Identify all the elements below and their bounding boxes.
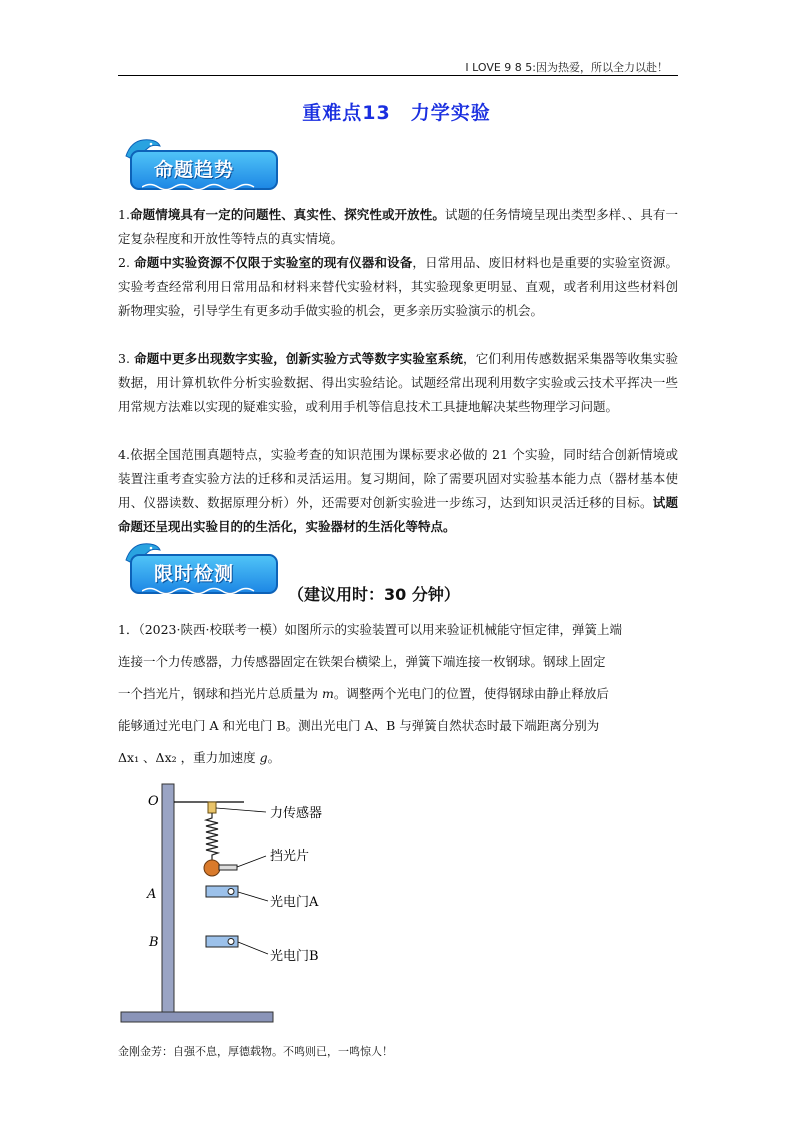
trend-paragraph-1 <box>118 203 678 251</box>
q1-line-3 <box>118 678 678 710</box>
q1-line-4: 能够通过光电门 A 和光电门 B。测出光电门 A、B 与弹簧自然状态时最下端距离分别为 <box>118 718 600 733</box>
label-force-sensor: 力传感器 <box>270 806 323 821</box>
label-a: A <box>147 887 157 902</box>
header-divider <box>118 75 678 76</box>
experiment-figure <box>118 778 358 1028</box>
trend-p2-bold: 命题中实验资源不仅限于实验室的现有仪器和设备 <box>134 255 413 270</box>
page-title: 重难点13 力学实验 <box>302 102 491 124</box>
trend-p3-bold: 命题中更多出现数字实验，创新实验方式等数字实验室系统 <box>134 351 464 366</box>
test-banner <box>120 540 285 600</box>
label-o: O <box>148 794 159 809</box>
wave-icon <box>142 586 262 596</box>
q1-line-5 <box>118 742 678 774</box>
trend-p3-text: ，它们利用传感数据采集器等收集实验数据，用计算机软件分析实验数据、得出实验结论。试题经常出现利用数字实验或云技术平挥决一些用常规方法难以实现的疑难实验，或利用手机等信息技术工具捷地解决某些物理学习问题。 <box>118 351 678 414</box>
q1-line-3a: 一个挡光片，钢球和挡光片总质量为 <box>118 686 322 701</box>
header-motto: I LOVE 9 8 5:因为热爱，所以全力以赴！ <box>465 61 668 74</box>
q1-line-5b: 。 <box>267 750 281 765</box>
trend-p4-bold-end: 试题命题还呈现出实验目的的生活化，实验器材的生活化等特点。 <box>118 495 678 534</box>
trend-p2-prefix: 2. <box>118 255 135 270</box>
trend-p1-text: 试题的任务情境呈现出类型多样、、具有一定复杂程度和开放性等特点的真实情境。 <box>118 207 678 246</box>
spring <box>206 813 218 860</box>
trend-p4-text: 4.依据全国范围真题特点，实验考查的知识范围为课标要求必做的 21 个实验，同时结合创新情境或装置注重考查实验方法的迁移和灵活运用。复习期间，除了需要巩固对实验基本能力点（器材基本使用、仪器读数、数据原理分析）外，还需要对创新实验进一步练习，达到知识灵活迁移的目标。 <box>118 447 678 510</box>
trend-paragraph-2 <box>118 251 678 323</box>
label-gate-b: 光电门B <box>270 949 319 964</box>
trend-p1-bold: 命题情境具有一定的问题性、真实性、探究性或开放性。 <box>129 207 445 222</box>
trend-p2-text: ，日常用品、废旧材料也是重要的实验室资源。实验考查经常利用日常用品和材料来替代实验材料，其实验现象更明显、直观，或者利用这些材料创新物理实验，引导学生有更多动手做实验的机会，更多亲历实验演示的机会。 <box>118 255 678 318</box>
label-gate-a: 光电门A <box>270 895 319 910</box>
trend-banner <box>120 136 285 196</box>
test-banner-label: 限时检测 <box>154 563 235 585</box>
wave-icon <box>142 182 262 192</box>
q1-line-2: 连接一个力传感器，力传感器固定在铁架台横梁上，弹簧下端连接一枚钢球。钢球上固定 <box>118 654 606 669</box>
trend-p3-prefix: 3. <box>118 351 135 366</box>
q1-gravity-symbol: g <box>259 750 268 765</box>
q1-mass-symbol: m <box>321 686 334 701</box>
shutter-plate <box>219 865 237 870</box>
label-b: B <box>149 935 159 950</box>
steel-ball <box>204 860 220 876</box>
stand-rod <box>162 784 174 1012</box>
footer-motto: 金刚金芳：自强不息，厚德载物。不鸣则已，一鸣惊人！ <box>118 1045 393 1058</box>
trend-paragraph-4 <box>118 443 678 539</box>
trend-p1-prefix: 1. <box>118 207 130 222</box>
q1-line-5a: Δx₁ 、Δx₂ ，重力加速度 <box>118 750 260 765</box>
trend-paragraph-3 <box>118 347 678 419</box>
label-shutter: 挡光片 <box>270 849 310 864</box>
trend-banner-label: 命题趋势 <box>154 159 235 181</box>
question-1 <box>118 614 678 774</box>
q1-line-3b: 。调整两个光电门的位置，使得钢球由静止释放后 <box>333 686 609 701</box>
force-sensor <box>208 802 216 813</box>
suggested-time: （建议用时：30 分钟） <box>288 585 460 604</box>
q1-line-1: 1．（2023·陕西·校联考一模）如图所示的实验装置可以用来验证机械能守恒定律，弹簧上端 <box>118 622 622 637</box>
stand-base <box>121 1012 273 1022</box>
